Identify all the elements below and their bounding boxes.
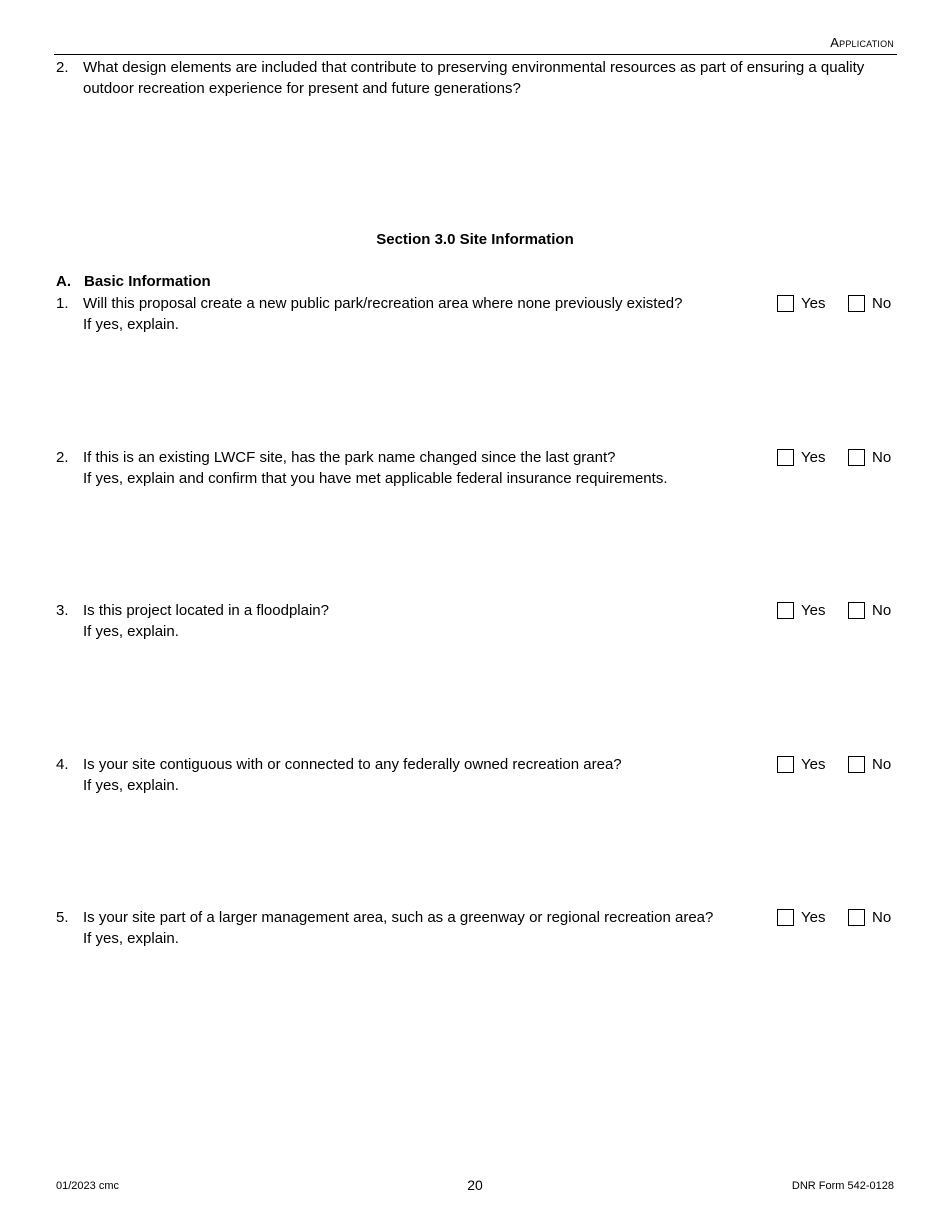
checkbox-icon[interactable] <box>848 756 865 773</box>
checkbox-icon[interactable] <box>777 449 794 466</box>
no-label: No <box>872 295 892 312</box>
no-label: No <box>872 756 892 773</box>
yes-label: Yes <box>801 449 826 466</box>
checkbox-icon[interactable] <box>777 909 794 926</box>
question-number: 5. <box>56 909 69 926</box>
no-checkbox[interactable] <box>848 293 891 314</box>
question-number: 1. <box>56 295 69 312</box>
checkbox-icon[interactable] <box>848 602 865 619</box>
yes-label: Yes <box>801 295 826 312</box>
checkbox-icon[interactable] <box>848 449 865 466</box>
no-checkbox[interactable] <box>848 907 891 928</box>
question-number: 4. <box>56 756 69 773</box>
no-label: No <box>872 909 892 926</box>
question-text: Is your site contiguous with or connected to any federally owned recreation area? <box>83 756 622 773</box>
no-checkbox[interactable] <box>848 754 891 775</box>
checkbox-icon[interactable] <box>777 756 794 773</box>
checkbox-icon[interactable] <box>848 909 865 926</box>
yes-label: Yes <box>801 756 826 773</box>
checkbox-icon[interactable] <box>777 602 794 619</box>
header-rule <box>54 54 897 55</box>
no-label: No <box>872 449 892 466</box>
yes-checkbox[interactable] <box>777 447 825 468</box>
intro-question-text: What design elements are included that contribute to preserving environmental resources as part of ensuring a quality outdoor recreation experience for present and future generations? <box>83 59 865 97</box>
footer-date: 01/2023 cmc <box>56 1180 119 1192</box>
question-explain: If yes, explain. <box>83 777 179 794</box>
question-text: If this is an existing LWCF site, has the park name changed since the last grant? <box>83 449 616 466</box>
yes-checkbox[interactable] <box>777 907 825 928</box>
section-title: Section 3.0 Site Information <box>376 231 574 248</box>
no-checkbox[interactable] <box>848 447 891 468</box>
no-checkbox[interactable] <box>848 600 891 621</box>
question-number: 3. <box>56 602 69 619</box>
question-text: Will this proposal create a new public park/recreation area where none previously existed? <box>83 295 683 312</box>
question-text: Is this project located in a floodplain? <box>83 602 329 619</box>
subsection-title: Basic Information <box>84 273 211 290</box>
question-number: 2. <box>56 449 69 466</box>
header-label: Application <box>830 35 894 50</box>
subsection-letter: A. <box>56 273 71 290</box>
question-explain: If yes, explain and confirm that you have met applicable federal insurance requirements. <box>83 470 668 487</box>
question-explain: If yes, explain. <box>83 623 179 640</box>
yes-checkbox[interactable] <box>777 600 825 621</box>
page-number: 20 <box>467 1177 483 1193</box>
yes-label: Yes <box>801 909 826 926</box>
intro-question-number: 2. <box>56 59 69 76</box>
yes-checkbox[interactable] <box>777 754 825 775</box>
question-explain: If yes, explain. <box>83 316 179 333</box>
question-text: Is your site part of a larger management area, such as a greenway or regional recreation area? <box>83 909 714 926</box>
yes-label: Yes <box>801 602 826 619</box>
no-label: No <box>872 602 892 619</box>
form-number: DNR Form 542-0128 <box>791 1180 894 1192</box>
checkbox-icon[interactable] <box>848 295 865 312</box>
yes-checkbox[interactable] <box>777 293 825 314</box>
question-explain: If yes, explain. <box>83 930 179 947</box>
checkbox-icon[interactable] <box>777 295 794 312</box>
